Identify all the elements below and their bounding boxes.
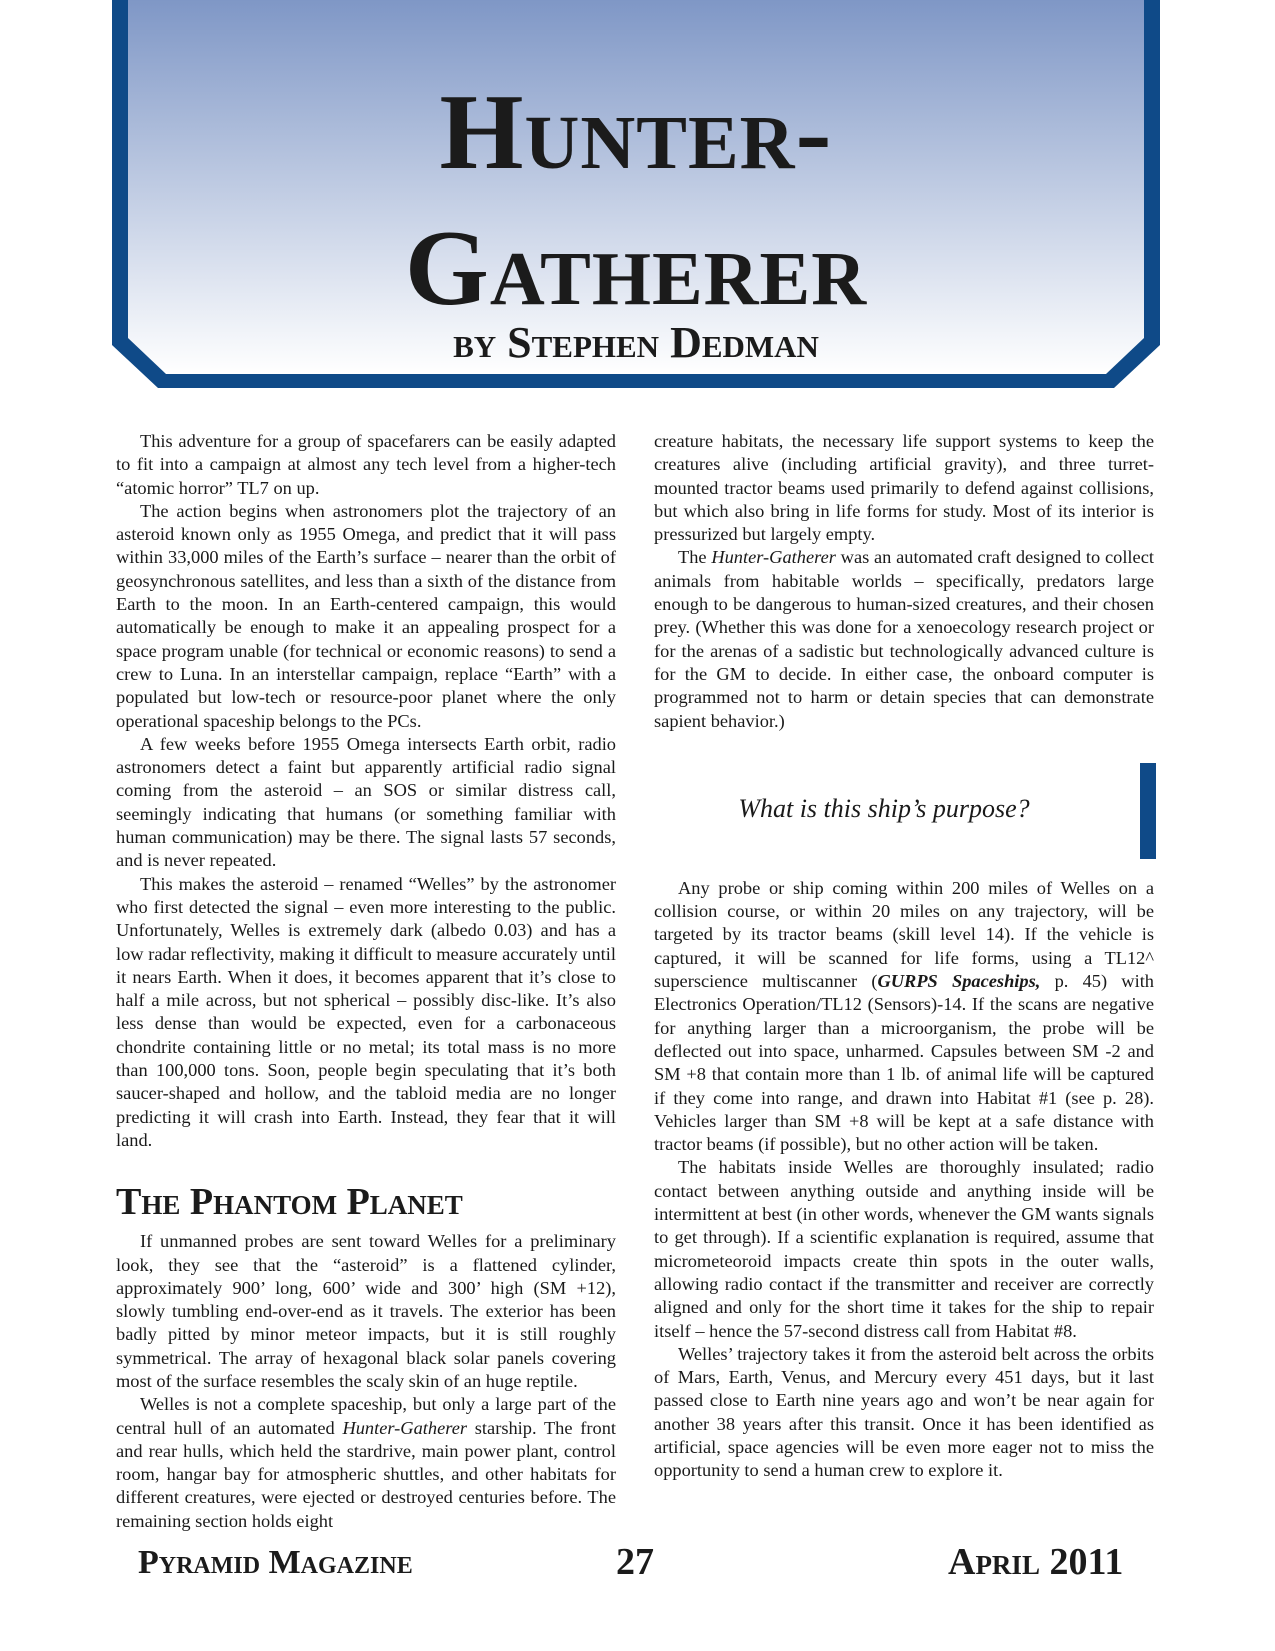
paragraph: creature habitats, the necessary life support systems to keep the creatures alive (including artificial gravity), and three turret-mounted tractor beams used primarily to defend against collisions, but which also bring in life forms for study. Most of its interior is pressurized but largely empty. <box>654 431 1154 545</box>
page-number: 27 <box>616 1541 654 1583</box>
paragraph: The habitats inside Welles are thoroughly insulated; radio contact between anything outside and anything inside will be intermittent at best (in other words, whenever the GM wants signals to get through). If a scientific explanation is required, assume that micrometeoroid impacts create thin spots in the outer walls, allowing radio contact if the transmitter and receiver are correctly aligned and only for the short time it takes for the ship to repair itself – hence the 57-second distress call from Habitat #8. <box>654 1157 1155 1341</box>
paragraph: This adventure for a group of spacefarers can be easily adapted to fit into a campaign at almost any tech level from a higher-tech “atomic horror” TL7 on up. <box>116 431 616 498</box>
issue-date: April 2011 <box>948 1541 1124 1583</box>
paragraph <box>116 1393 616 1533</box>
paragraph: A few weeks before 1955 Omega intersects Earth orbit, radio astronomers detect a faint but apparently artificial radio signal coming from the asteroid – an SOS or similar distress call, seemingly indicating that humans (or something familiar with human communication) may be there. The signal lasts 57 seconds, and is never repeated. <box>116 733 616 871</box>
paragraph <box>654 877 1154 1157</box>
text-run: Welles is not a complete spaceship, but only a large part of the central hull of an automated <box>116 1394 616 1438</box>
pull-quote-text: What is this ship’s purpose? <box>738 793 1030 823</box>
magazine-name: Pyramid Magazine <box>138 1544 413 1581</box>
title-banner <box>112 0 1160 410</box>
paragraph: Welles’ trajectory takes it from the asteroid belt across the orbits of Mars, Earth, Venus, and Mercury every 451 days, but it last passed close to Earth nine years ago and won’t be near again for another 38 years after this transit. Once it has been identified as artificial, space agencies will be even more eager not to miss the opportunity to send a human crew to explore it. <box>654 1343 1154 1481</box>
title-line-1: Hunter- <box>439 73 833 192</box>
ship-name-italic: Hunter-Gatherer <box>711 547 836 568</box>
text-run: p. 45) with Electronics Operation/TL12 (Sensors)-14. If the scans are negative for anything larger than a microorganism, the probe will be deflected out into space, unharmed. Capsules between SM -2 and SM +8 that contain more than 1 lb. of animal life will be captured if they come into range, and drawn into Habitat #1 (see p. 28). Vehicles larger than SM +8 will be kept at a safe distance with tractor beams (if possible), but no other action will be taken. <box>654 971 1154 1155</box>
text-run: The <box>678 547 712 568</box>
text-run: starship. The front and rear hulls, which held the stardrive, main power plant, control room, hangar bay for atmospheric shuttles, and other habitats for different creatures, were ejected or destroyed centuries before. The remaining section holds eight <box>116 1417 616 1531</box>
ship-name-italic: Hunter-Gatherer <box>342 1417 468 1438</box>
text-run: was an automated craft designed to collect animals from habitable worlds – specifically, predators large enough to be dangerous to human-sized creatures, and their chosen prey. (Whether this was done for a xenoecology research project or for the arenas of a sadistic but technologically advanced culture is for the GM to decide. In either case, the onboard computer is programmed not to harm or detain species that can demonstrate sapient behavior.) <box>654 547 1154 731</box>
paragraph: The action begins when astronomers plot the trajectory of an asteroid known only as 1955 Omega, and predict that it will pass within 33,000 miles of the Earth’s surface – nearer than the orbit of geosynchronous satellites, and less than a sixth of the distance from Earth to the moon. In an Earth-centered campaign, this would automatically be enough to make it an appealing prospect for a space program unable (for technical or economic reasons) to send a crew to Luna. In an interstellar campaign, replace “Earth” with a populated but low-tech or resource-poor planet where the only operational spaceship belongs to the PCs. <box>116 500 616 731</box>
paragraph: This makes the asteroid – renamed “Welles” by the astronomer who first detected the signal – even more interesting to the public. Unfortunately, Welles is extremely dark (albedo 0.03) and has a low radar reflectivity, making it difficult to measure accurately until it nears Earth. When it does, it becomes apparent that it’s close to half a mile across, but not spherical – possibly disc-like. It’s also less dense than would be expected, even for a carbonaceous chondrite containing little or no metal; its total mass is no more than 100,000 tons. Soon, people begin speculating that it’s both saucer-shaped and hollow, and the tabloid media are no longer predicting it will crash into Earth. Instead, they fear that it will land. <box>116 873 616 1150</box>
right-column <box>654 430 1154 1483</box>
pull-quote-bar <box>1140 763 1156 859</box>
title-line-2: Gatherer <box>404 209 868 328</box>
text-run: Any probe or ship coming within 200 miles of Welles on a collision course, or within 20 miles on any trajectory, will be targeted by its tractor beams (skill level 14). If the vehicle is captured, it will be scanned for life forms, using a TL12^ superscience multiscanner ( <box>654 877 1154 992</box>
pull-quote <box>654 763 1154 859</box>
section-heading: The Phantom Planet <box>116 1181 463 1224</box>
byline: by Stephen Dedman <box>453 318 819 367</box>
paragraph: If unmanned probes are sent toward Welles for a preliminary look, they see that the “asteroid” is a flattened cylinder, approximately 900’ long, 600’ wide and 300’ high (SM +12), slowly tumbling end-over-end as it travels. The exterior has been badly pitted by minor meteor impacts, but it is still roughly symmetrical. The array of hexagonal black solar panels covering most of the surface resembles the scaly skin of an huge reptile. <box>116 1231 616 1391</box>
left-column <box>116 430 616 1533</box>
book-reference: GURPS Spaceships, <box>877 971 1041 992</box>
page-footer <box>0 1540 1275 1584</box>
paragraph <box>654 546 1154 732</box>
